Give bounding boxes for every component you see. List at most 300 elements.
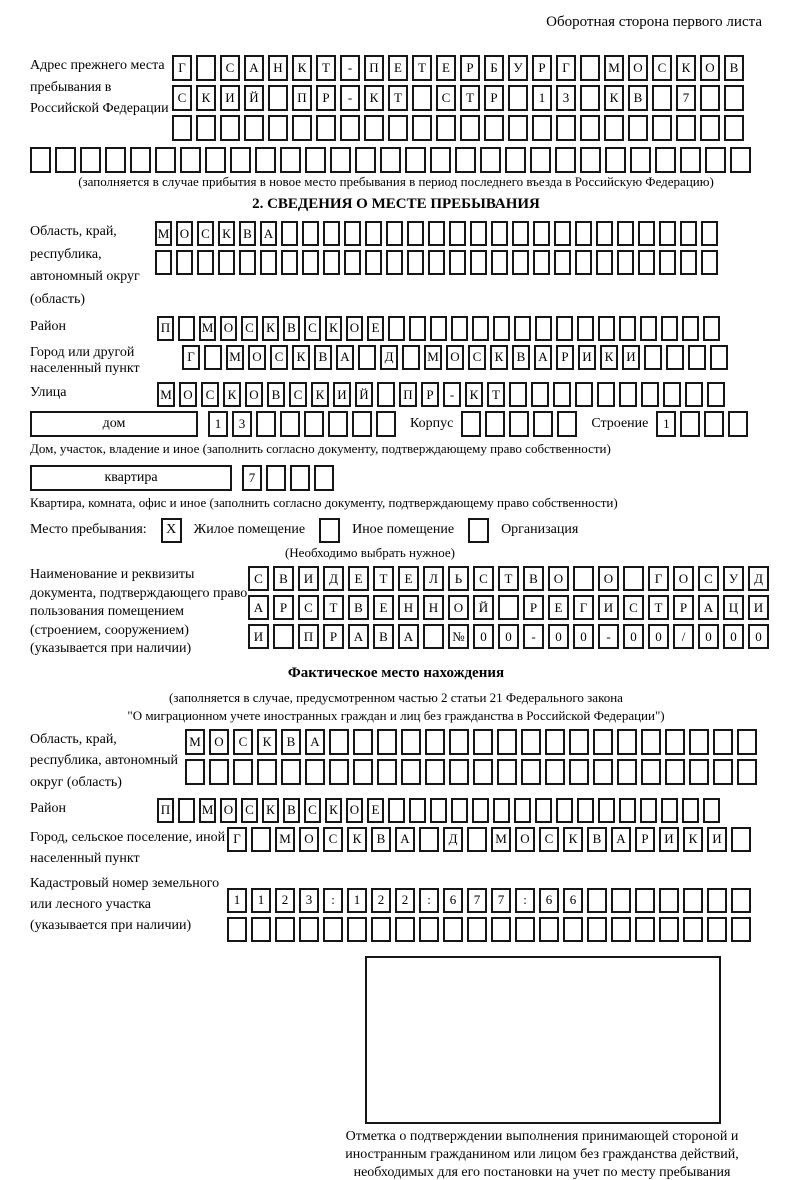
char-cell [395,917,415,942]
char-cell: И [659,827,679,852]
char-cell [472,316,489,341]
prev-address-block [30,55,762,145]
char-cell [449,221,466,246]
char-cell [425,729,445,755]
cadastre-block [30,873,762,946]
char-cell: / [673,624,694,649]
char-cell: М [226,345,244,370]
char-cell [443,917,463,942]
char-cell [659,888,679,913]
char-cell [260,250,277,275]
char-cell: С [197,221,214,246]
house-caption: Дом, участок, владение и иное (заполнить согласно документу, подтверждающему право собственности) [30,441,611,457]
char-cell [330,147,351,173]
region-cells [155,221,722,279]
char-cell [401,759,421,785]
char-cell: Ь [448,566,469,591]
char-cell [665,759,685,785]
apartment-row [30,465,762,491]
char-cell [682,316,699,341]
residential-checkbox: X [161,518,182,543]
actual-district-row [30,798,762,823]
char-cell [155,250,172,275]
char-cell [461,411,481,437]
char-cell [365,250,382,275]
char-cell [388,798,405,823]
char-cell [575,250,592,275]
document-cells [248,566,773,653]
char-cell: В [281,729,301,755]
char-cell [521,759,541,785]
document-row-3 [248,624,773,649]
char-cell [553,382,571,407]
char-cell: 3 [232,411,252,437]
char-cell [710,345,728,370]
char-cell [533,411,553,437]
char-cell [680,221,697,246]
organization-checkbox [468,518,489,543]
char-cell: 7 [676,85,696,111]
char-cell: Д [323,566,344,591]
char-cell [557,411,577,437]
char-cell [617,729,637,755]
prev-address-row-2 [172,85,748,111]
char-cell: Т [648,595,669,620]
char-cell: А [348,624,369,649]
char-cell: О [515,827,535,852]
cadastre-label: Кадастровый номер земельного или лесного участка (указывается при наличии) [30,875,220,933]
char-cell: В [628,85,648,111]
char-cell [407,250,424,275]
char-cell [730,147,751,173]
char-cell [290,465,310,491]
char-cell: Е [348,566,369,591]
char-cell [484,115,504,141]
char-cell [680,411,700,437]
char-cell: М [424,345,442,370]
char-cell: О [628,55,648,81]
char-cell: Т [316,55,336,81]
char-cell [230,147,251,173]
region-row-2 [155,250,722,275]
char-cell: К [676,55,696,81]
char-cell: Д [748,566,769,591]
char-cell [467,917,487,942]
char-cell [707,382,725,407]
char-cell: С [436,85,456,111]
char-cell [305,147,326,173]
char-cell [251,827,271,852]
char-cell [451,316,468,341]
char-cell [554,250,571,275]
char-cell: - [523,624,544,649]
char-cell [302,221,319,246]
char-cell [493,798,510,823]
char-cell [130,147,151,173]
char-cell: У [723,566,744,591]
char-cell: К [465,382,483,407]
char-cell: С [652,55,672,81]
char-cell: 7 [467,888,487,913]
char-cell: Р [673,595,694,620]
char-cell: 0 [548,624,569,649]
char-cell: И [622,345,640,370]
char-cell [641,729,661,755]
char-cell [449,729,469,755]
char-cell: 0 [648,624,669,649]
char-cell [304,411,324,437]
char-cell [535,798,552,823]
char-cell: Е [367,798,384,823]
char-cell [676,115,696,141]
char-cell [617,250,634,275]
char-cell [280,411,300,437]
char-cell [498,595,519,620]
char-cell: П [157,316,174,341]
char-cell: В [283,316,300,341]
char-cell [641,382,659,407]
char-cell: 2 [395,888,415,913]
char-cell: Р [421,382,439,407]
char-cell [407,221,424,246]
char-cell: Г [573,595,594,620]
char-cell: П [364,55,384,81]
char-cell [605,147,626,173]
actual-city-cells [227,827,755,852]
char-cell: К [257,729,277,755]
char-cell [724,85,744,111]
char-cell [535,316,552,341]
char-cell: А [248,595,269,620]
char-cell [233,759,253,785]
char-cell [539,917,559,942]
section2-title: 2. СВЕДЕНИЯ О МЕСТЕ ПРЕБЫВАНИЯ [252,196,540,212]
char-cell [473,759,493,785]
char-cell [172,115,192,141]
char-cell [514,798,531,823]
char-cell [703,798,720,823]
char-cell [512,250,529,275]
char-cell [178,316,195,341]
char-cell [401,729,421,755]
char-cell [493,316,510,341]
char-cell: В [273,566,294,591]
actual-region-row-2 [185,759,761,785]
char-cell [707,888,727,913]
char-cell: А [395,827,415,852]
char-cell [569,759,589,785]
char-cell [575,382,593,407]
char-cell: В [373,624,394,649]
char-cell: Е [367,316,384,341]
char-cell [470,221,487,246]
char-cell: К [683,827,703,852]
char-cell [623,566,644,591]
char-cell: Д [380,345,398,370]
char-cell [713,729,733,755]
char-cell [386,250,403,275]
document-row-1 [248,566,773,591]
char-cell: С [539,827,559,852]
char-cell: О [700,55,720,81]
char-cell: Е [398,566,419,591]
char-cell [405,147,426,173]
other-premises-label: Иное помещение [352,522,455,538]
actual-location-title: Фактическое место нахождения [287,664,505,681]
char-cell: С [289,382,307,407]
char-cell [556,316,573,341]
char-cell [430,147,451,173]
char-cell: С [248,566,269,591]
char-cell [470,250,487,275]
char-cell [436,115,456,141]
char-cell [266,465,286,491]
char-cell: К [223,382,241,407]
char-cell: : [515,888,535,913]
char-cell: К [325,798,342,823]
char-cell: - [340,55,360,81]
char-cell: С [241,316,258,341]
char-cell [593,759,613,785]
char-cell [641,759,661,785]
char-cell [55,147,76,173]
char-cell [680,250,697,275]
char-cell: Б [484,55,504,81]
char-cell [509,382,527,407]
char-cell [737,759,757,785]
char-cell [689,759,709,785]
char-cell [196,55,216,81]
region-row-1 [155,221,722,246]
char-cell [328,411,348,437]
char-cell [663,382,681,407]
char-cell: С [304,316,321,341]
char-cell [713,759,733,785]
char-cell [388,115,408,141]
char-cell: М [275,827,295,852]
char-cell: К [262,316,279,341]
char-cell: К [311,382,329,407]
char-cell: 0 [498,624,519,649]
char-cell: В [314,345,332,370]
char-cell [197,250,214,275]
char-cell [533,221,550,246]
char-cell [666,345,684,370]
char-cell [377,382,395,407]
char-cell [652,85,672,111]
char-cell [472,798,489,823]
char-cell: А [260,221,277,246]
char-cell: Н [268,55,288,81]
char-cell: - [598,624,619,649]
char-cell [685,382,703,407]
char-cell [205,147,226,173]
char-cell [425,759,445,785]
char-cell: И [333,382,351,407]
char-cell: 3 [299,888,319,913]
char-cell: Т [460,85,480,111]
char-cell: О [448,595,469,620]
char-cell: К [347,827,367,852]
char-cell [640,798,657,823]
residential-label: Жилое помещение [193,522,306,538]
char-cell: - [340,85,360,111]
char-cell: У [508,55,528,81]
char-cell [508,85,528,111]
stroenie-cells [656,411,752,437]
char-cell: Е [548,595,569,620]
char-cell: В [523,566,544,591]
char-cell [244,115,264,141]
char-cell: П [298,624,319,649]
char-cell [630,147,651,173]
char-cell [596,221,613,246]
char-cell [731,827,751,852]
char-cell [580,147,601,173]
char-cell [724,115,744,141]
char-cell [635,917,655,942]
char-cell [577,798,594,823]
char-cell [531,382,549,407]
char-cell [377,729,397,755]
char-cell [704,411,724,437]
char-cell [638,250,655,275]
char-cell [80,147,101,173]
char-cell [155,147,176,173]
char-cell [292,115,312,141]
house-box: дом [30,411,198,437]
char-cell: А [534,345,552,370]
char-cell [514,316,531,341]
char-cell: Е [388,55,408,81]
char-cell [545,729,565,755]
char-cell: О [220,798,237,823]
char-cell [412,85,432,111]
char-cell: М [155,221,172,246]
char-cell [569,729,589,755]
char-cell [619,798,636,823]
stay-type-caption: (Необходимо выбрать нужное) [284,545,456,561]
char-cell: О [248,345,266,370]
char-cell: Н [398,595,419,620]
organization-label: Организация [501,522,579,538]
char-cell [409,316,426,341]
char-cell [365,221,382,246]
char-cell [555,147,576,173]
char-cell: 0 [623,624,644,649]
char-cell: Е [436,55,456,81]
char-cell [451,798,468,823]
char-cell [196,115,216,141]
char-cell: О [179,382,197,407]
char-cell [376,411,396,437]
char-cell: И [598,595,619,620]
char-cell: В [512,345,530,370]
char-cell [352,411,372,437]
char-cell: С [172,85,192,111]
char-cell [508,115,528,141]
char-cell: 3 [556,85,576,111]
korpus-label: Корпус [410,416,454,432]
char-cell: И [220,85,240,111]
char-cell: О [673,566,694,591]
char-cell: Т [498,566,519,591]
char-cell: Р [523,595,544,620]
char-cell [598,798,615,823]
char-cell: О [220,316,237,341]
char-cell: К [218,221,235,246]
char-cell: В [724,55,744,81]
char-cell [485,411,505,437]
char-cell: И [748,595,769,620]
char-cell [386,221,403,246]
cadastre-row-1 [227,888,755,913]
char-cell [323,917,343,942]
char-cell [611,917,631,942]
char-cell [509,411,529,437]
char-cell [554,221,571,246]
document-label: Наименование и реквизиты документа, подтверждающего право пользования помещением (строением, сооружением) (указывается при наличии) [30,567,248,657]
char-cell [455,147,476,173]
char-cell: А [398,624,419,649]
char-cell [347,917,367,942]
char-cell [563,917,583,942]
char-cell [652,115,672,141]
city-label: Город или другой населенный пункт [30,344,140,377]
char-cell: Й [355,382,373,407]
char-cell: А [244,55,264,81]
char-cell [299,917,319,942]
char-cell: И [248,624,269,649]
char-cell [180,147,201,173]
char-cell: 7 [242,465,262,491]
char-cell: 6 [443,888,463,913]
char-cell: № [448,624,469,649]
house-row [30,411,762,437]
char-cell: 0 [698,624,719,649]
char-cell [268,115,288,141]
char-cell [619,382,637,407]
confirmation-stamp-box [365,956,721,1124]
char-cell [419,827,439,852]
char-cell: Г [556,55,576,81]
char-cell [239,250,256,275]
char-cell [497,759,517,785]
char-cell [617,221,634,246]
char-cell [635,888,655,913]
char-cell [593,729,613,755]
char-cell [680,147,701,173]
char-cell [409,798,426,823]
char-cell [701,250,718,275]
char-cell: С [698,566,719,591]
char-cell [209,759,229,785]
char-cell [700,85,720,111]
char-cell: С [220,55,240,81]
char-cell [281,759,301,785]
char-cell [273,624,294,649]
char-cell: М [199,316,216,341]
char-cell [30,147,51,173]
char-cell: С [304,798,321,823]
char-cell [329,729,349,755]
char-cell [688,345,706,370]
char-cell [281,221,298,246]
prev-address-row-1 [172,55,748,81]
char-cell [737,729,757,755]
char-cell [305,759,325,785]
char-cell [640,316,657,341]
